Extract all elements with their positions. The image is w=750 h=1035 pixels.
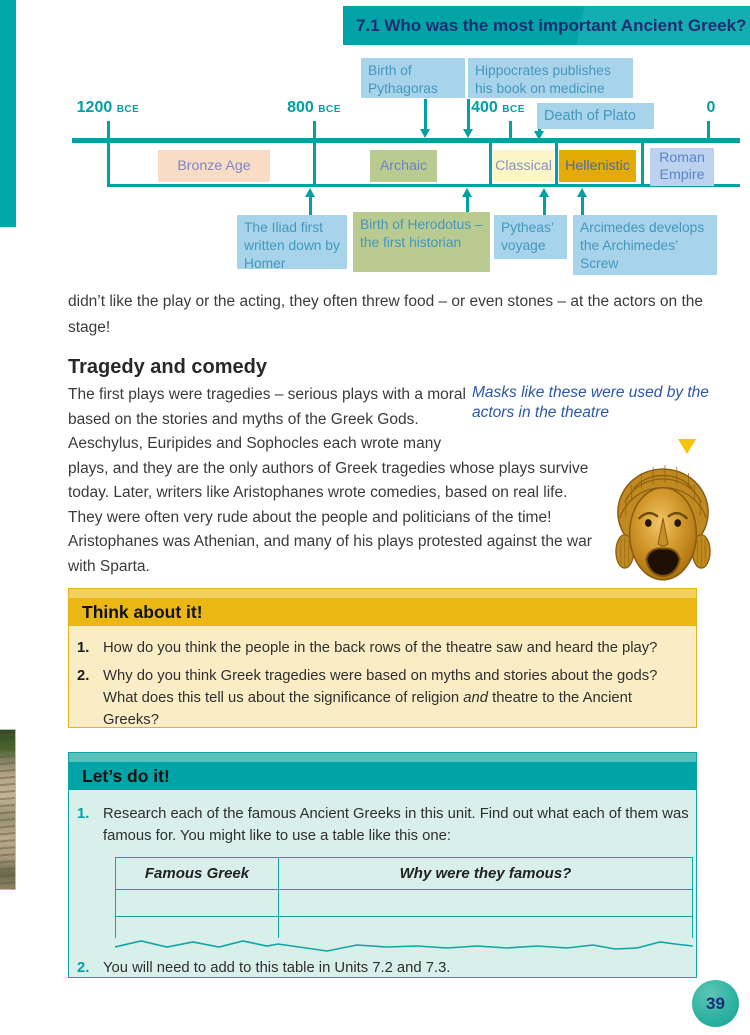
timeline-date-800bce: 800 BCE [287,99,341,116]
box-header-strip [69,753,696,762]
event-birth-of-herodotus: Birth of Herodotus – the first historian [353,212,490,272]
lets-do-it-box [68,752,697,978]
tragedy-section [68,383,718,599]
think-item-2 [77,665,690,731]
timeline-divider [107,142,110,187]
section-heading: Tragedy and comedy [68,356,267,378]
timeline-divider [313,142,316,187]
mask-caption: Masks like these were used by the actors in the theatre [472,384,709,421]
item-number: 1. [77,640,90,656]
think-item-1 [77,637,690,659]
timeline-date-1200bce: 1200 BCE [76,99,140,116]
unit-title-banner [343,6,750,45]
item-number: 2. [77,668,90,684]
box-header-strip [69,589,696,598]
think-box-title: Think about it! [69,598,696,626]
torn-edge [115,937,693,952]
page-number-badge [692,980,739,1027]
table-header-row [115,857,693,890]
item-text: Why do you think Greek tragedies were based on myths and stories about the gods? What does this tell us about the significance of religion and theatre to the Ancient Greeks? [103,668,658,728]
timeline-date-zero: 0 [706,99,716,116]
event-death-of-plato: Death of Plato [537,103,654,129]
lets-item-2 [77,957,690,979]
column-header-famous-greek: Famous Greek [116,858,279,889]
famous-greeks-table [115,857,693,952]
item-text: How do you think the people in the back rows of the theatre saw and heard the play? [103,640,658,656]
item-text: Research each of the famous Ancient Greeks in this unit. Find out what each of them was famous for. You might like to use a table like this one: [103,806,689,844]
mask-figure [594,437,718,599]
timeline-tick [107,121,111,138]
lets-item-1 [77,803,690,847]
lets-box-title: Let’s do it! [69,762,696,790]
timeline-tick [313,121,317,138]
event-archimedes-screw: Arcimedes develops the Archimedes’ Screw [573,215,717,275]
theatre-mask-image [612,459,714,587]
table-row [115,917,693,938]
timeline-divider [555,142,558,187]
event-pytheas-voyage: Pytheas’ voyage [494,215,567,259]
timeline-date-400bce: 400 BCE [471,99,525,116]
timeline-diagram [0,55,750,295]
think-about-it-box [68,588,697,728]
timeline-tick [509,121,513,138]
timeline-tick [707,121,711,138]
event-birth-of-pythagoras: Birth of Pythagoras [361,58,465,98]
item-number: 1. [77,806,90,822]
event-iliad-homer: The Iliad first written down by Homer [237,215,347,269]
timeline-divider [489,142,492,187]
table-row [115,890,693,917]
tragedy-paragraph: The first plays were tragedies – serious plays with a moral based on the stories and myths of the Greek Gods. Aeschylus, Euripides and Sophocles each wrote many plays, and they are the only authors of Greek tragedies whose plays survive today. Later, writers like Aristophanes wrote comedies, based on real life. They were often very rude about the people and politicians of the time! Aristophanes was Athenian, and many of his plays protested against the war with Sparta. [68,386,592,575]
period-classical: Classical [493,150,554,182]
timeline-axis [72,138,740,143]
item-text: You will need to add to this table in Units 7.2 and 7.3. [103,960,451,976]
period-archaic: Archaic [370,150,437,182]
timeline-divider [641,142,644,187]
period-bronze-age: Bronze Age [158,150,270,182]
page-number: 39 [706,993,725,1013]
event-hippocrates-book: Hippocrates publishes his book on medicine [468,58,633,98]
period-roman-empire: Roman Empire [650,148,714,186]
period-hellenistic: Hellenistic [559,150,636,182]
timeline-baseline [108,184,740,187]
unit-title: 7.1 Who was the most important Ancient Greek? [356,16,747,35]
item-number: 2. [77,960,90,976]
column-header-why-famous: Why were they famous? [399,865,572,882]
intro-paragraph: didn’t like the play or the acting, they often threw food – or even stones – at the actors on the stage! [68,293,704,336]
down-triangle-icon [678,439,696,454]
theatre-photo-strip [0,729,16,890]
